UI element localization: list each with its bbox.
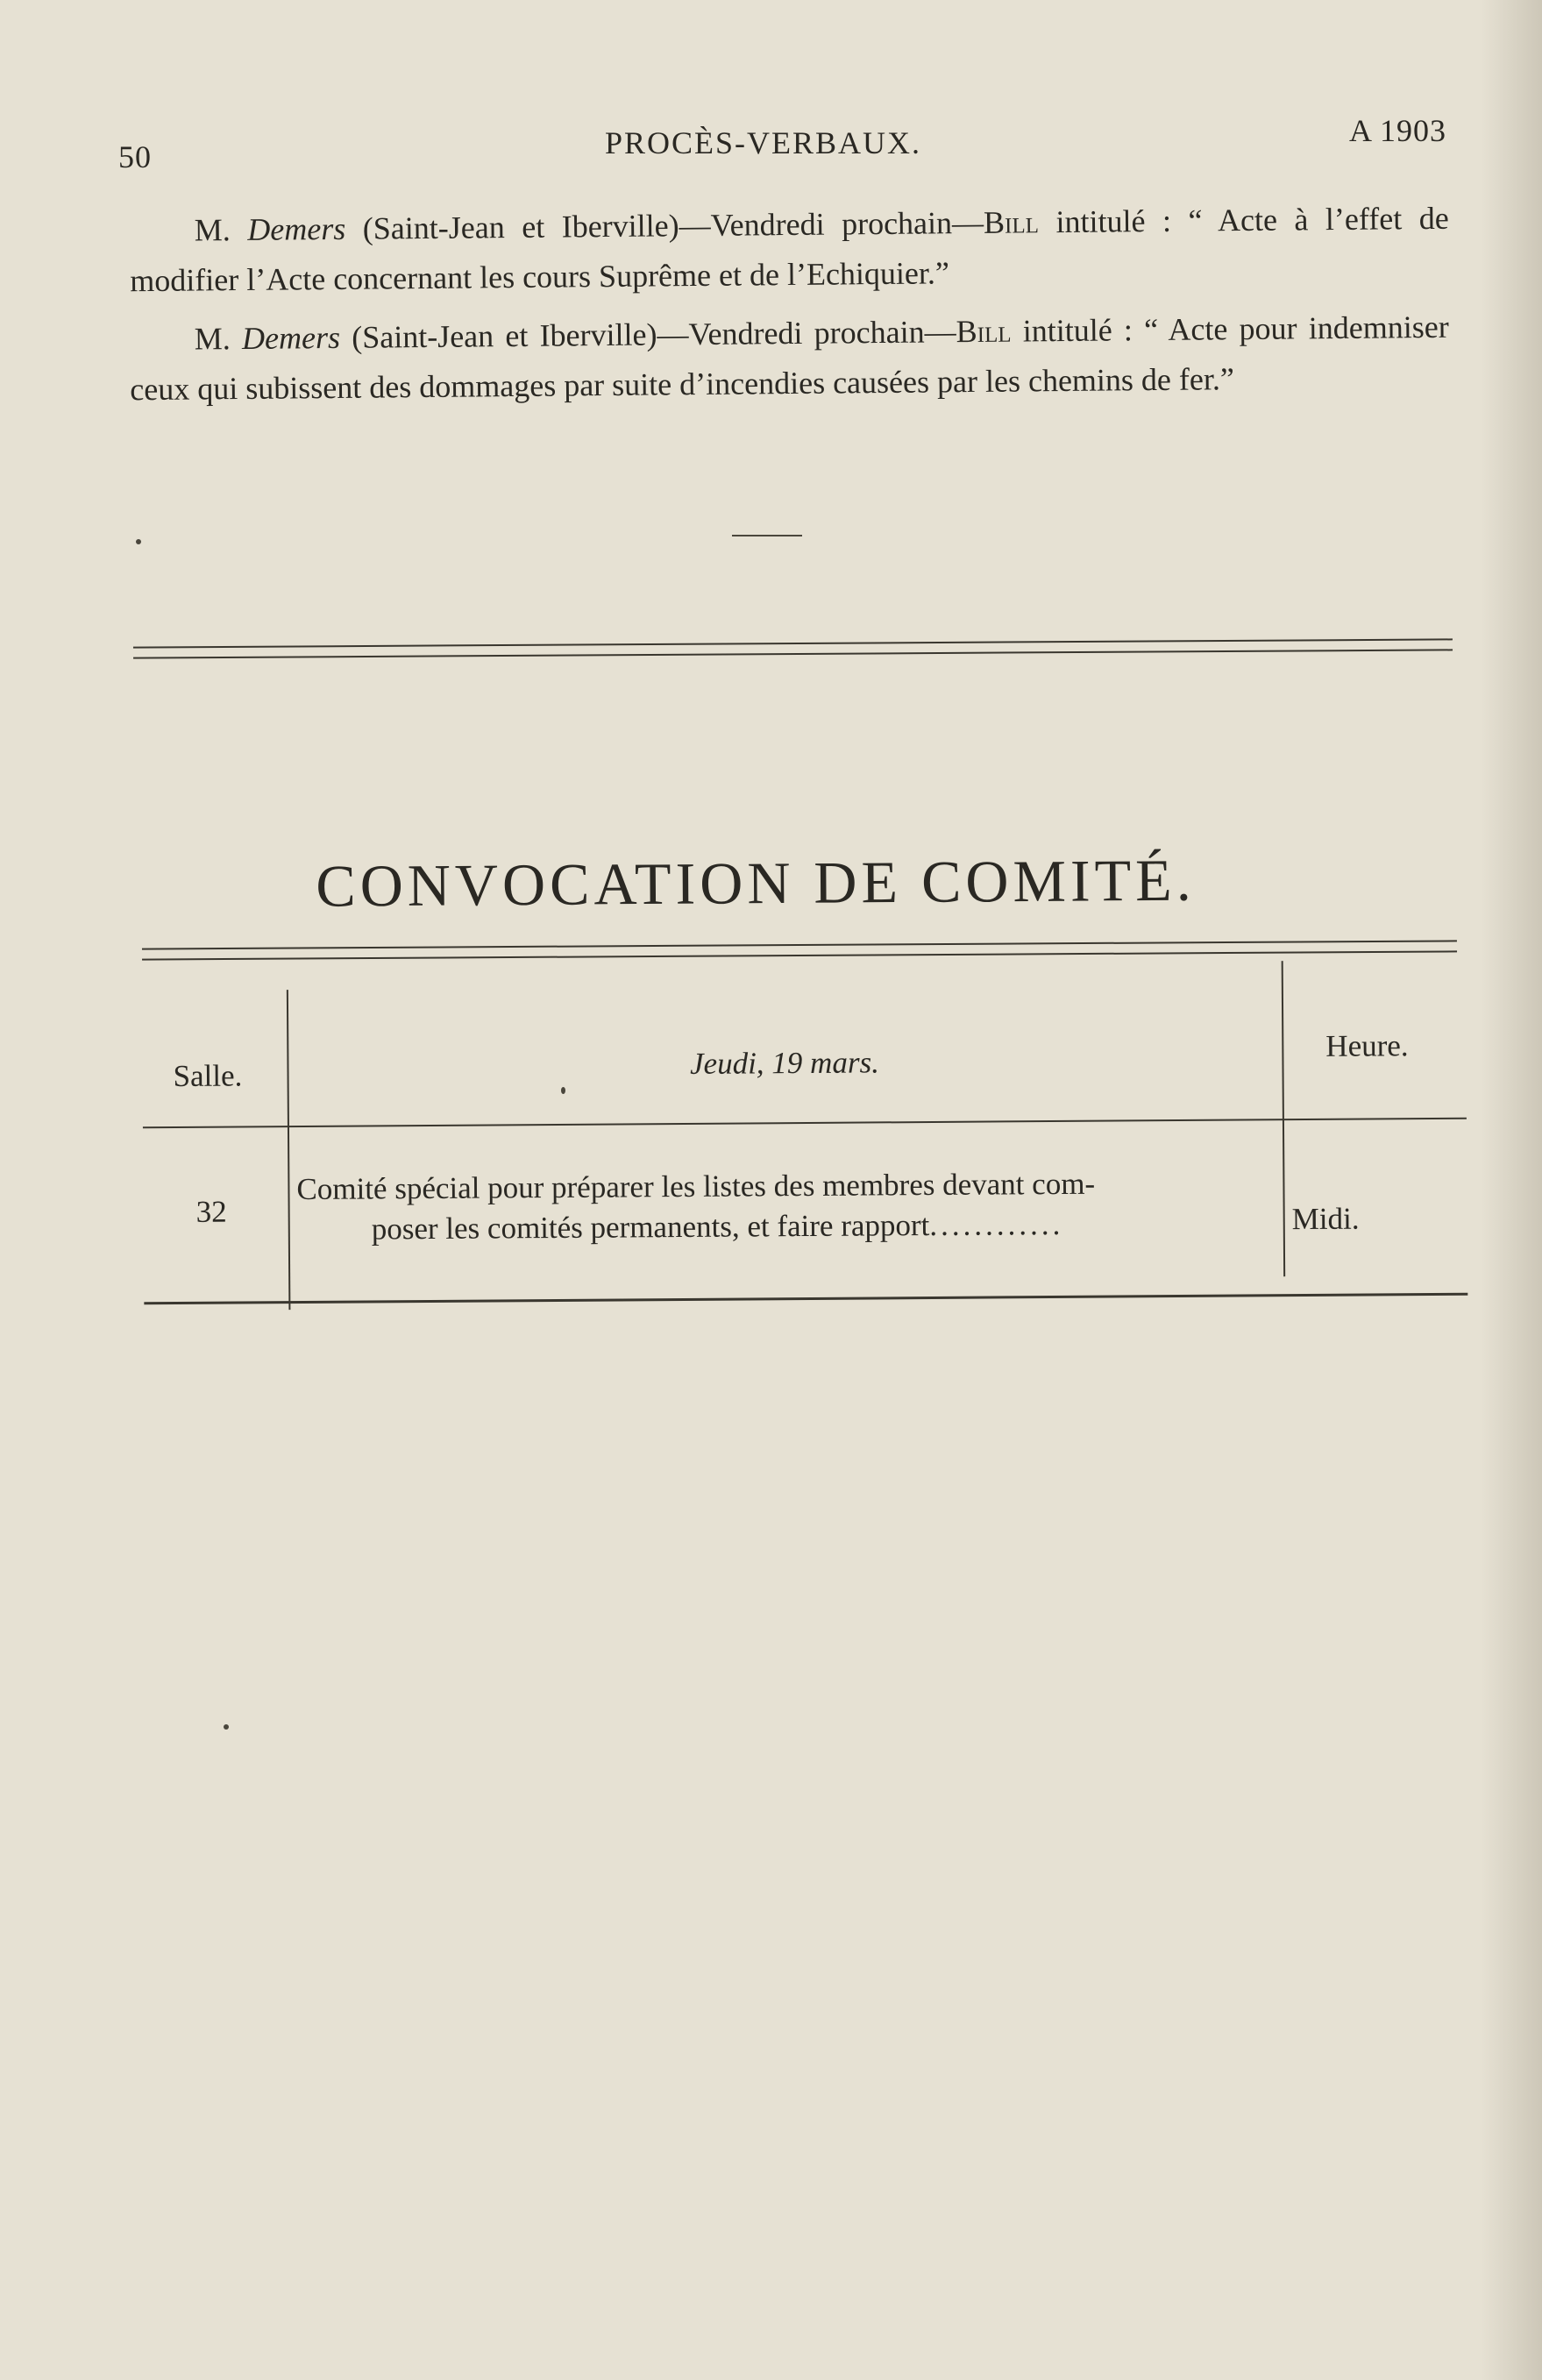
page-number: 50 [118,139,152,174]
section-title [0,843,1542,923]
notice-riding: (Saint-Jean et Iberville)—Vendredi prochain— [352,314,956,355]
notice-paragraph [129,302,1449,415]
page-gutter-shade [1481,0,1542,2380]
column-header-salle: Salle. [173,1058,243,1094]
short-divider [732,535,802,536]
notice-riding: (Saint-Jean et Iberville)—Vendredi prochain— [362,204,984,246]
dot-leader: ............ [929,1206,1064,1243]
room-number: 32 [195,1194,227,1229]
description-line [297,1203,1275,1250]
meeting-time: Midi. [1291,1201,1360,1237]
column-divider [287,990,291,1310]
notice-text: intitulé : “ Acte pour indemniser ceux qui subissent des dommages par suite d’incendies causées par les chemins de fer.” [130,309,1449,408]
running-title: PROCÈS-VERBAUX. [605,125,922,160]
committee-description [296,1162,1275,1250]
header-rule [143,1118,1467,1129]
description-line-text: poser les comités permanents, et faire rapport [371,1208,930,1247]
paper-speck [136,539,141,544]
bill-label: Bill [983,204,1040,240]
notice-paragraph [129,194,1449,306]
table-top-rule [142,940,1457,960]
paper-speck [561,1087,565,1094]
double-divider [133,638,1453,658]
session-year: A 1903 [1348,113,1446,148]
column-header-heure: Heure. [1325,1028,1409,1063]
column-header-day: Jeudi, 19 mars. [689,1045,879,1081]
paper-speck [224,1724,229,1730]
committee-table [142,960,1468,1303]
page-header [118,112,1446,174]
bill-label: Bill [956,313,1012,350]
description-line: Comité spécial pour préparer les listes des membres devant com- [296,1166,1096,1207]
table-bottom-rule [144,1293,1467,1305]
section-title-text: CONVOCATION DE COMITÉ. [316,846,1196,920]
notice-text: intitulé : “ Acte à l’effet de modifier l’Acte concernant les cours Suprême et de l’Echiquier.” [130,200,1449,299]
member-title: M. [194,212,231,248]
member-title: M. [194,321,231,357]
member-name: Demers [247,210,346,247]
member-name: Demers [241,319,341,356]
